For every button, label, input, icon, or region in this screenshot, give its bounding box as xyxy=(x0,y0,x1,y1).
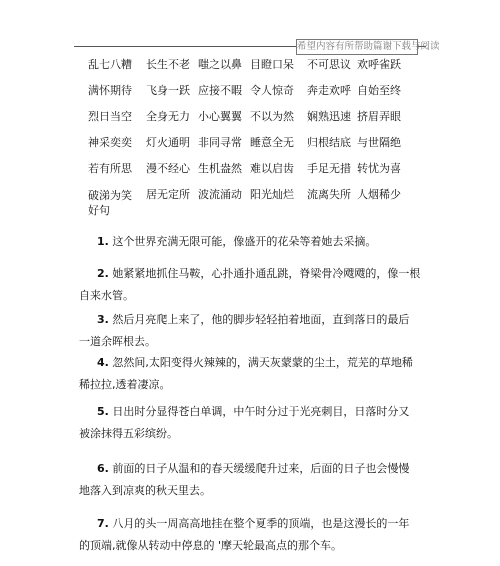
idiom-cell: 满怀期待 xyxy=(88,84,132,97)
idiom-cell: 阳光灿烂 xyxy=(250,188,294,201)
sentence-text: 自来水管。 xyxy=(79,289,134,302)
idiom-cell: 奔走欢呼 xyxy=(307,84,351,97)
idiom-cell: 挤眉弄眼 xyxy=(357,110,401,123)
idiom-row xyxy=(88,84,428,110)
idiom-cell: 令人惊奇 xyxy=(250,84,294,97)
idiom-cell: 飞身一跃 xyxy=(146,84,190,97)
sentence-item xyxy=(79,517,409,552)
sentence-number: 4. xyxy=(97,356,109,369)
idiom-row xyxy=(88,136,428,162)
sentence-text: 稀拉拉,透着凄凉。 xyxy=(79,378,171,391)
sentence-text: 一道余晖根去。 xyxy=(79,335,156,348)
idiom-cell: 转忧为喜 xyxy=(357,162,401,175)
sentence-item xyxy=(79,405,409,440)
idiom-cell: 灯火通明 xyxy=(146,136,190,149)
sentence-number: 5. xyxy=(97,405,109,418)
idiom-cell: 非同寻常 xyxy=(198,136,242,149)
sentence-number: 6. xyxy=(97,462,109,475)
idiom-cell: 烈日当空 xyxy=(88,110,132,123)
idiom-cell: 自始至终 xyxy=(357,84,401,97)
idiom-cell: 欢呼雀跃 xyxy=(357,58,401,71)
sentence-text: 忽然间,太阳变得火辣辣的，满天灰蒙蒙的尘土，荒芜的草地稀 xyxy=(112,356,413,369)
sentence-item xyxy=(79,313,409,348)
idiom-cell: 流离失所 xyxy=(307,188,351,201)
idiom-cell: 居无定所 xyxy=(146,188,190,201)
idiom-cell: 破涕为笑好句 xyxy=(88,189,132,217)
idiom-cell: 漫不经心 xyxy=(146,162,190,175)
idiom-cell: 波流涌动 xyxy=(198,188,242,201)
sentence-text: 的顶端,就像从转动中停息的 '摩天轮最高点的那个车。 xyxy=(79,539,343,552)
sentence-item xyxy=(79,356,413,391)
sentence-number: 1. xyxy=(97,235,109,248)
idiom-cell: 娴熟迅速 xyxy=(307,110,351,123)
idiom-cell: 乱七八糟 xyxy=(88,58,132,71)
sentence-item xyxy=(79,462,409,497)
idiom-cell: 手足无措 xyxy=(307,162,351,175)
sentence-item xyxy=(79,267,420,302)
sentence-number: 3. xyxy=(97,313,109,326)
idiom-cell: 嗤之以鼻 xyxy=(198,58,242,71)
sentence-text: 八月的头一周高高地挂在整个夏季的顶端，也是这漫长的一年 xyxy=(112,517,410,530)
sentence-text: 这个世界充满无限可能，像盛开的花朵等着她去采摘。 xyxy=(112,235,377,248)
idiom-row xyxy=(88,162,428,188)
sentence-number: 7. xyxy=(97,517,109,530)
idiom-row xyxy=(88,110,428,136)
idiom-cell: 与世隔绝 xyxy=(357,136,401,149)
idiom-cell: 全身无力 xyxy=(146,110,190,123)
idiom-row xyxy=(88,188,428,222)
sentence-text: 日出时分显得苍白单调，中午时分过于光亮刺目，日落时分又 xyxy=(112,405,410,418)
idiom-cell: 目瞪口呆 xyxy=(250,58,294,71)
idiom-cell: 若有所思 xyxy=(88,162,132,175)
idiom-cell: 长生不老 xyxy=(146,58,190,71)
sentence-text: 地落入到凉爽的秋天里去。 xyxy=(79,484,211,497)
idiom-cell: 人烟稀少 xyxy=(357,188,401,201)
sentence-text: 然后月亮爬上来了，他的脚步轻轻拍着地面，直到落日的最后 xyxy=(112,313,410,326)
idiom-cell: 不可思议 xyxy=(307,58,351,71)
sentence-item xyxy=(97,235,376,248)
watermark-banner: 希望内容有所帮助篇谢下载与阅读 xyxy=(296,39,418,55)
idiom-cell: 生机盎然 xyxy=(198,162,242,175)
idiom-cell: 不以为然 xyxy=(250,110,294,123)
sentence-number: 2. xyxy=(97,267,109,280)
idiom-cell: 归根结底 xyxy=(307,136,351,149)
idiom-cell: 神采奕奕 xyxy=(88,136,132,149)
idiom-cell: 睡意全无 xyxy=(250,136,294,149)
sentence-text: 前面的日子从温和的春天缓缓爬升过来，后面的日子也会慢慢 xyxy=(112,462,410,475)
idiom-row xyxy=(88,58,428,84)
sentence-text: 被涂抹得五彩缤纷。 xyxy=(79,427,178,440)
idiom-grid xyxy=(88,58,428,222)
idiom-cell: 小心翼翼 xyxy=(198,110,242,123)
idiom-cell: 难以启齿 xyxy=(250,162,294,175)
idiom-cell: 应接不暇 xyxy=(198,84,242,97)
sentence-text: 她紧紧地抓住马鞍，心扑通扑通乱跳，脊梁骨冷飕飕的，像一根 xyxy=(112,267,421,280)
